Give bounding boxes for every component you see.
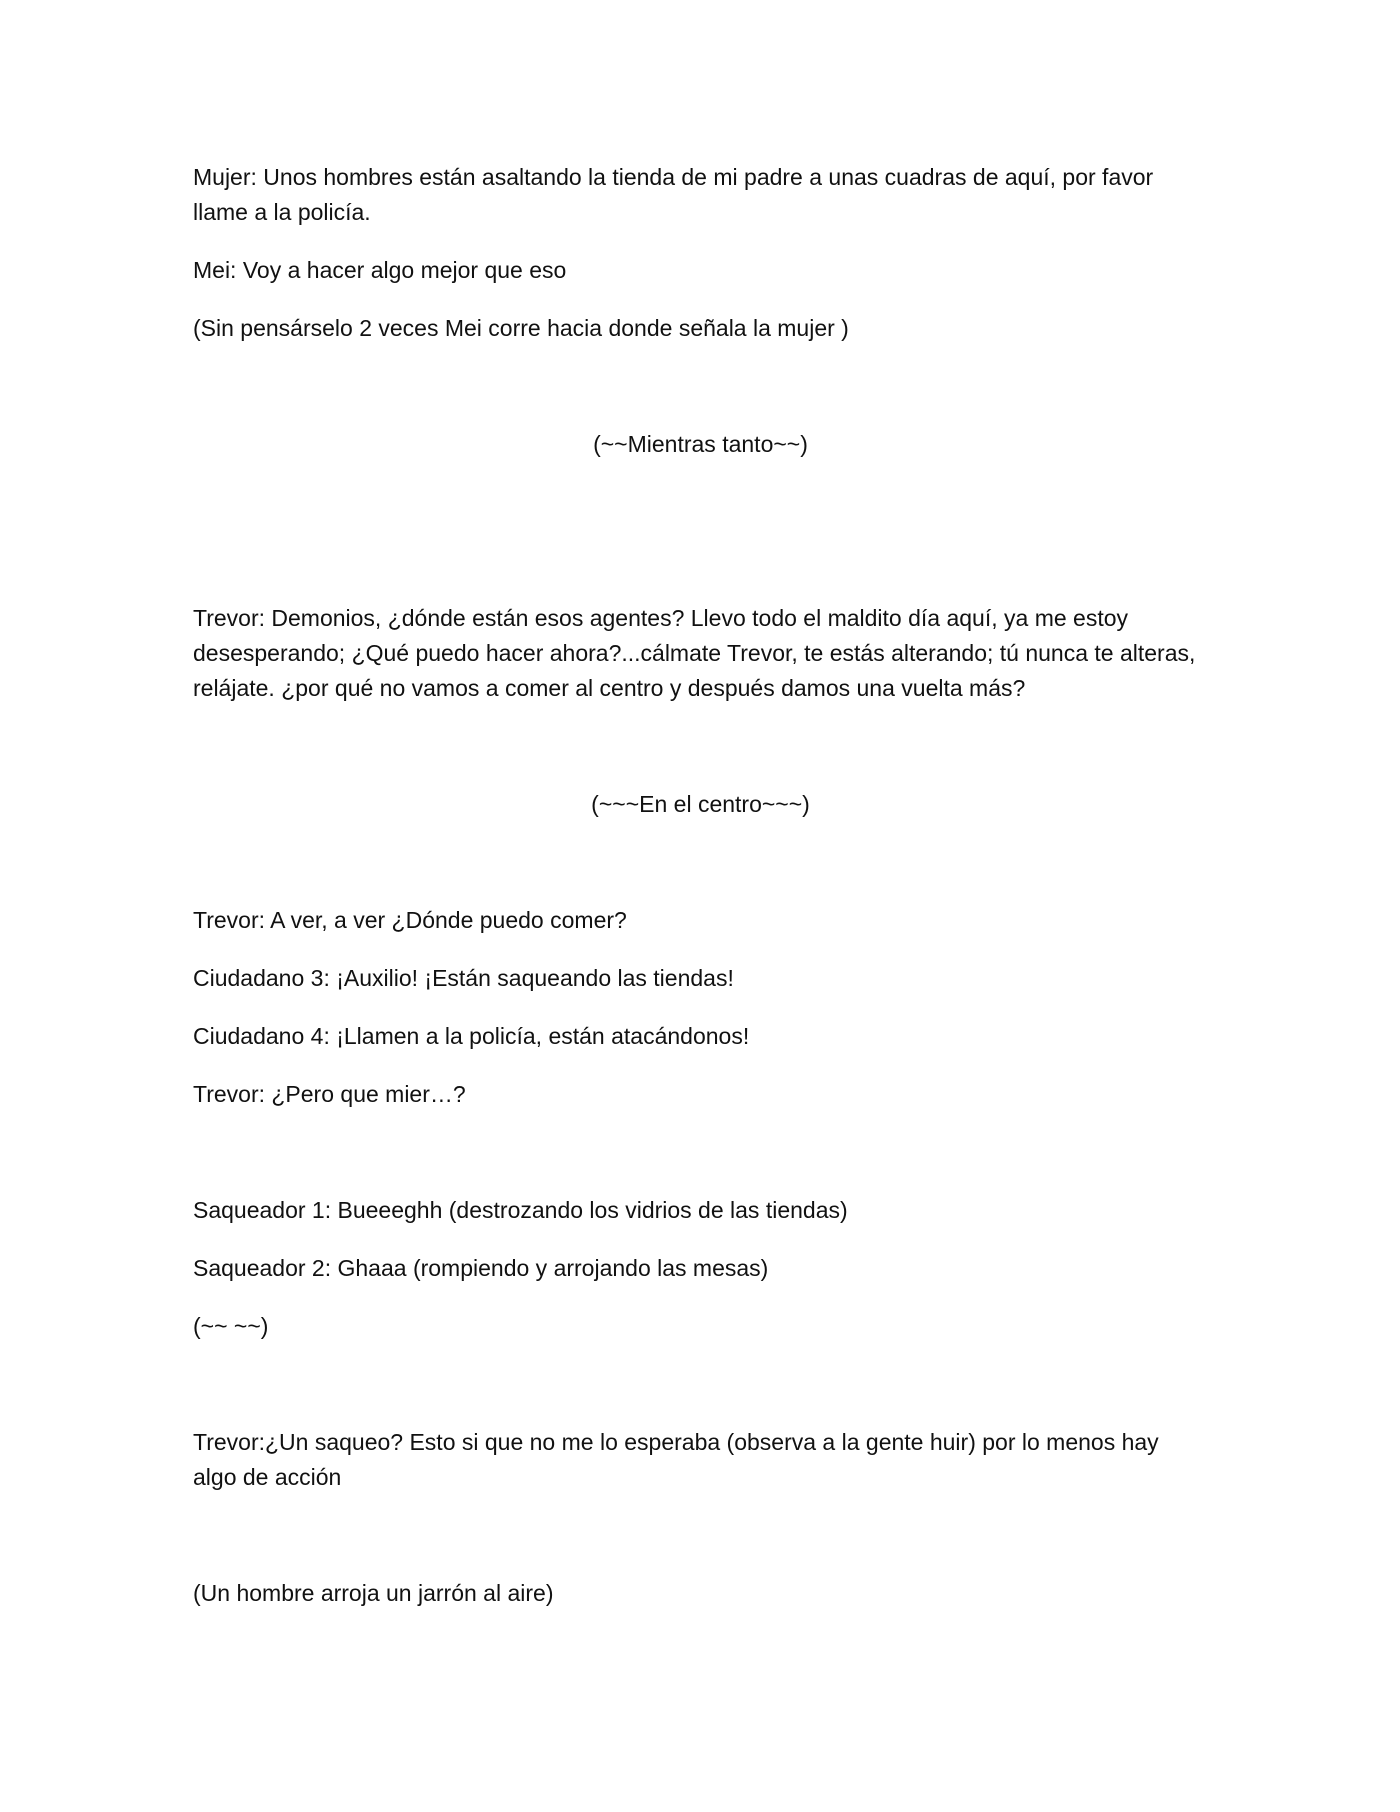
paragraph-trevor-a-ver: Trevor: A ver, a ver ¿Dónde puedo comer?	[193, 907, 627, 933]
paragraph-stage-direction-mei-runs: (Sin pensárselo 2 veces Mei corre hacia donde señala la mujer )	[193, 315, 849, 341]
paragraph-stage-direction-jarron: (Un hombre arroja un jarrón al aire)	[193, 1580, 554, 1606]
paragraph-saqueador-1: Saqueador 1: Bueeeghh (destrozando los vidrios de las tiendas)	[193, 1197, 848, 1223]
scene-break-en-el-centro: (~~~En el centro~~~)	[591, 791, 810, 817]
paragraph-tilde-break: (~~ ~~)	[193, 1313, 269, 1339]
paragraph-mujer: Mujer: Unos hombres están asaltando la tienda de mi padre a unas cuadras de aquí, por favor llame a la policía.	[193, 164, 1154, 225]
paragraph-trevor-saqueo: Trevor:¿Un saqueo? Esto si que no me lo esperaba (observa a la gente huir) por lo menos hay algo de acción	[193, 1429, 1159, 1490]
paragraph-ciudadano-4: Ciudadano 4: ¡Llamen a la policía, están atacándonos!	[193, 1023, 750, 1049]
scene-break-mientras-tanto: (~~Mientras tanto~~)	[593, 431, 808, 457]
paragraph-mei: Mei: Voy a hacer algo mejor que eso	[193, 257, 567, 283]
paragraph-trevor-pero: Trevor: ¿Pero que mier…?	[193, 1081, 466, 1107]
paragraph-ciudadano-3: Ciudadano 3: ¡Auxilio! ¡Están saqueando las tiendas!	[193, 965, 734, 991]
paragraph-saqueador-2: Saqueador 2: Ghaaa (rompiendo y arrojando las mesas)	[193, 1255, 769, 1281]
paragraph-trevor-monologue: Trevor: Demonios, ¿dónde están esos agentes? Llevo todo el maldito día aquí, ya me estoy desesperando; ¿Qué puedo hacer ahora?...cálmate Trevor, te estás alterando; tú nunca te alteras, relájate. ¿por qué no vamos a comer al centro y después damos una vuelta más?	[193, 605, 1196, 701]
